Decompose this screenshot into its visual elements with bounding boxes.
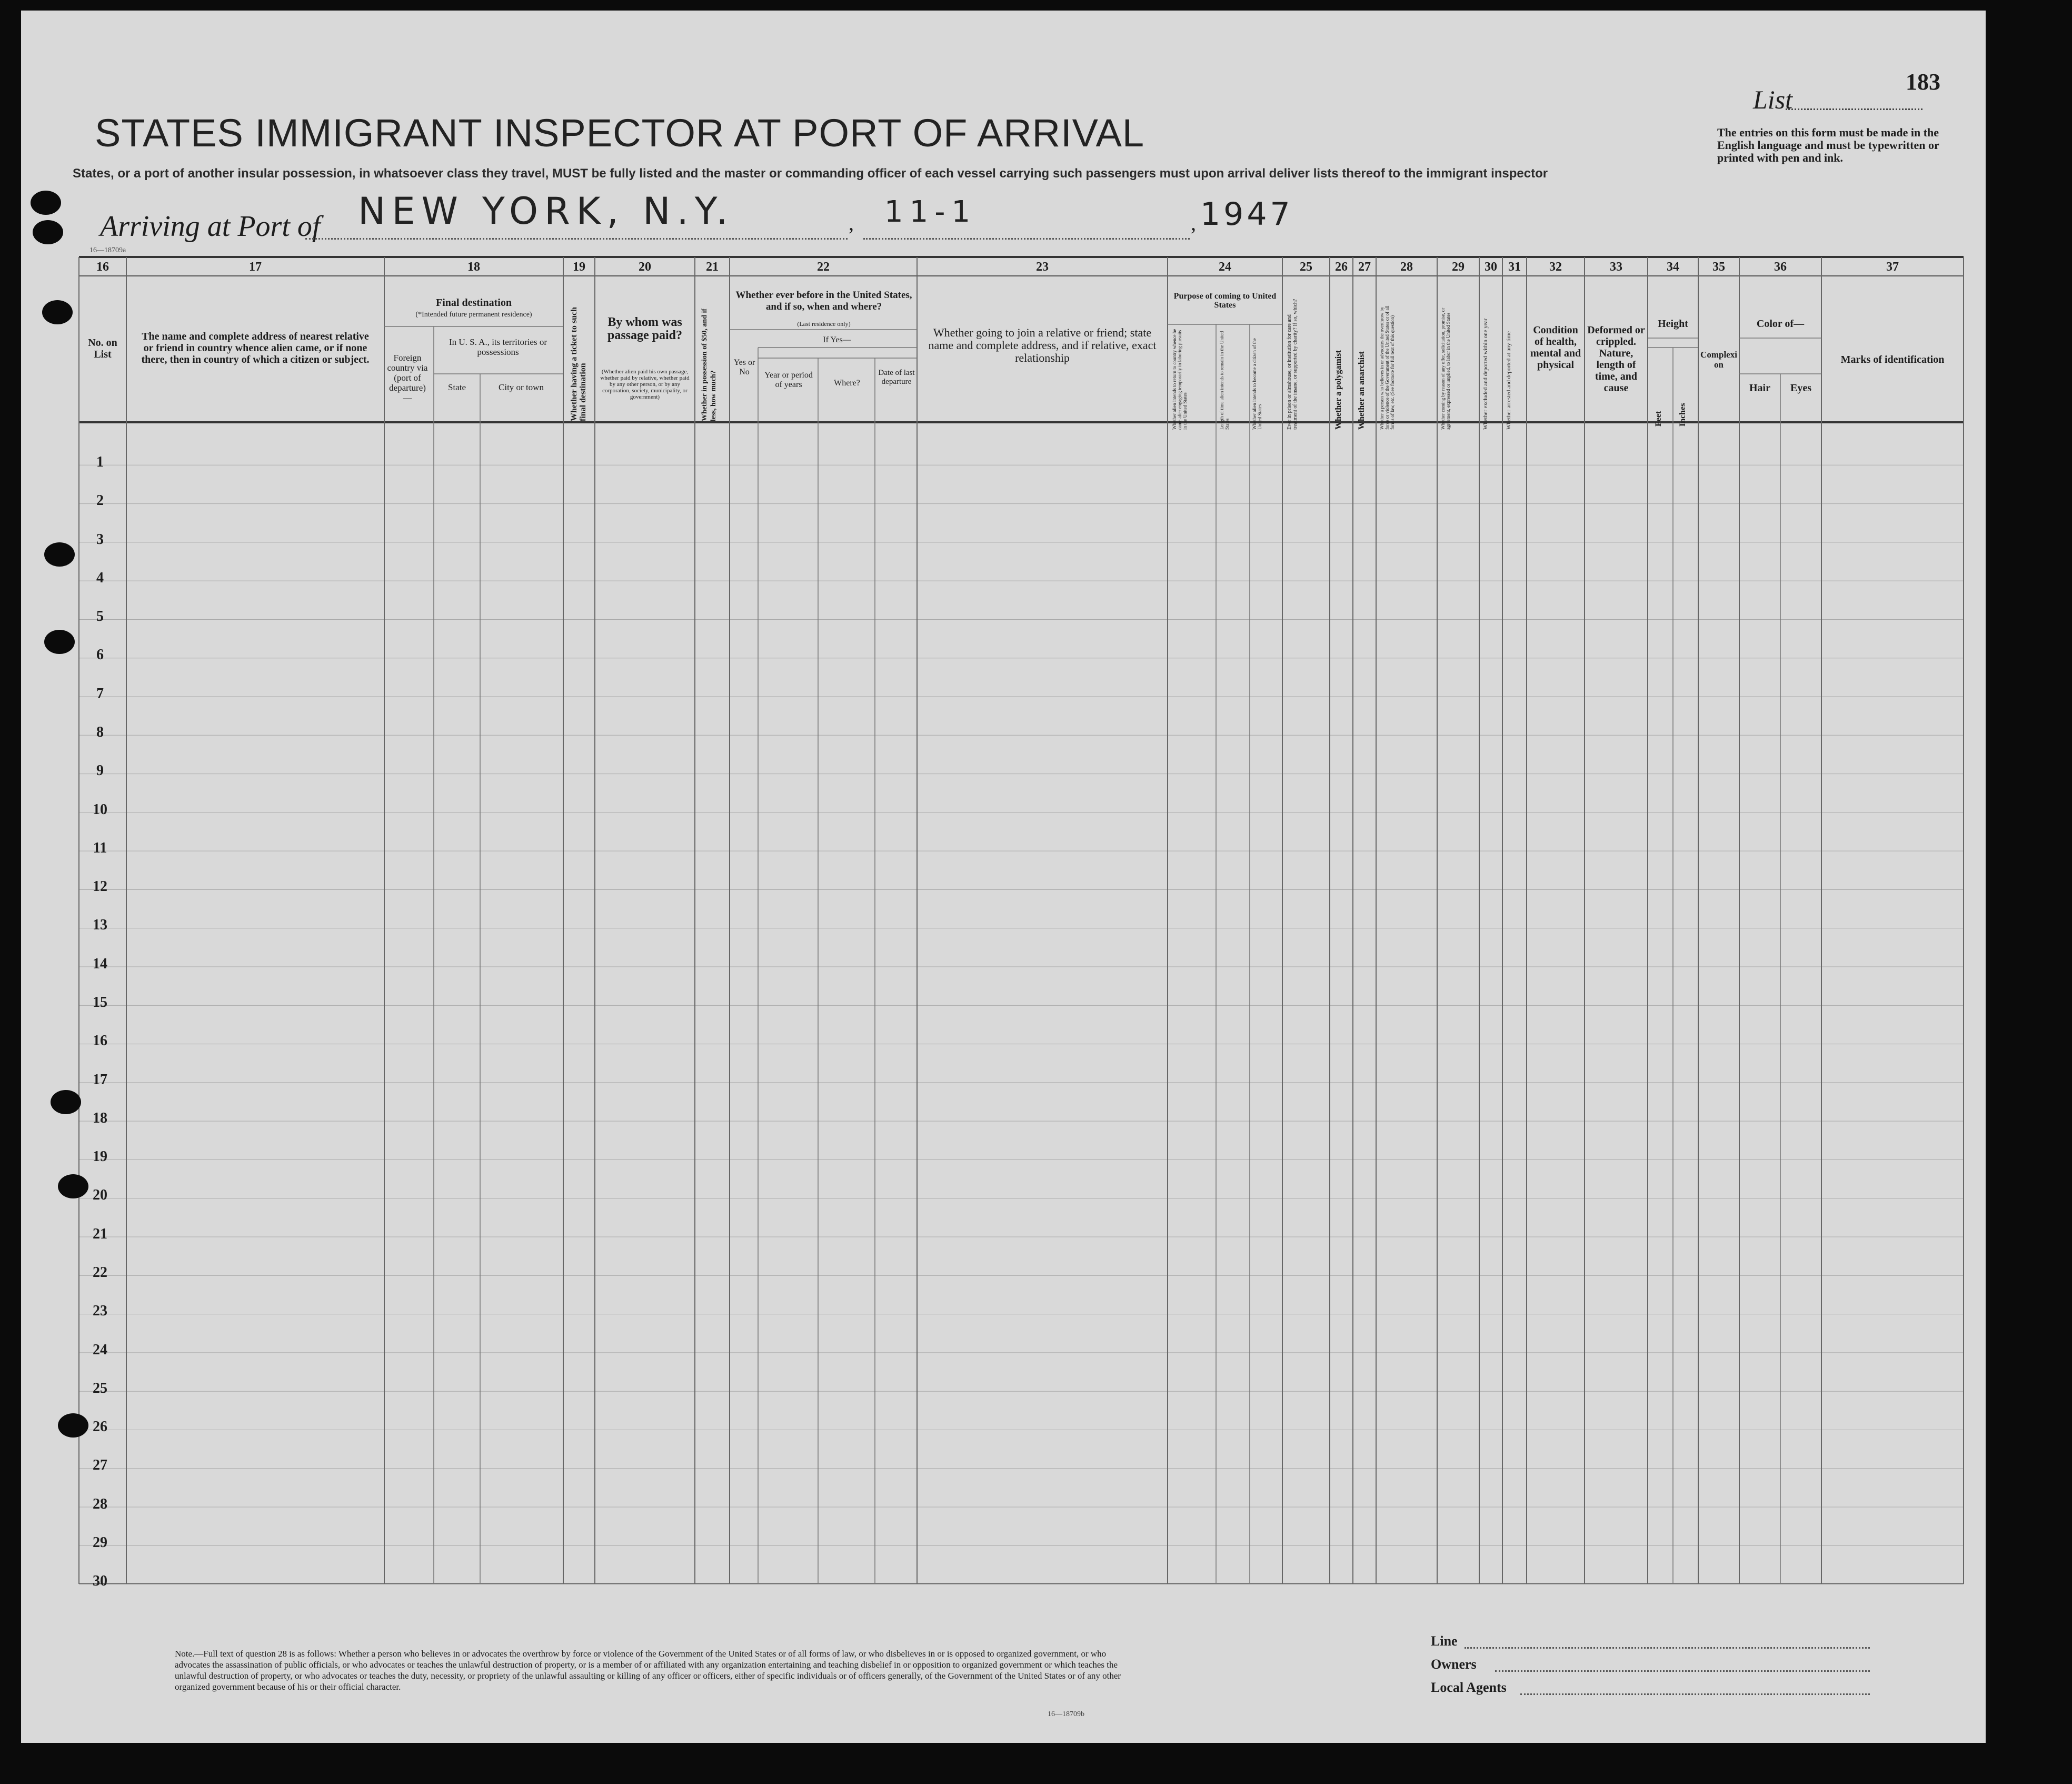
row-number: 6 bbox=[96, 647, 104, 663]
row-number: 28 bbox=[93, 1495, 107, 1512]
row-number: 15 bbox=[93, 994, 107, 1011]
hdr-eyes: Eyes bbox=[1790, 382, 1811, 394]
list-label: List bbox=[1753, 85, 1793, 114]
row-number: 27 bbox=[93, 1457, 107, 1474]
col-37: 37 bbox=[1886, 260, 1899, 274]
hdr-foreign-country: Foreign country via (port of departure)— bbox=[387, 353, 428, 403]
row-number: 25 bbox=[93, 1380, 107, 1396]
hdr-height: Height bbox=[1658, 318, 1688, 330]
row-number: 5 bbox=[96, 608, 104, 625]
hdr-feet: Feet bbox=[1654, 411, 1663, 427]
row-number: 19 bbox=[93, 1148, 107, 1165]
hdr-nearest-relative: The name and complete address of nearest relative or friend in country whence alien came, or if none there, then in country of which a citizen or subject. bbox=[141, 331, 370, 365]
hdr-in-usa: In U. S. A., its territories or possessions bbox=[449, 337, 547, 357]
col-34: 34 bbox=[1667, 260, 1679, 274]
hdr-hair: Hair bbox=[1749, 382, 1770, 394]
binder-hole-icon bbox=[58, 1413, 88, 1438]
hdr-final-destination: Final destination bbox=[436, 297, 512, 309]
row-number: 9 bbox=[96, 762, 104, 779]
hdr-complexion: Complexion bbox=[1700, 350, 1737, 370]
hdr-q29: Whether coming by reason of any offer, solicitation, promise, or agreement, expressed or implied, to labor in the United States bbox=[1440, 308, 1451, 430]
list-number: 183 bbox=[1906, 69, 1940, 95]
binder-hole-icon bbox=[44, 542, 75, 567]
hdr-city-or-town: City or town bbox=[499, 382, 544, 392]
row-number: 16 bbox=[93, 1033, 107, 1049]
col-33: 33 bbox=[1610, 260, 1622, 274]
form-code-bottom: 16—18709b bbox=[1048, 1710, 1084, 1718]
hdr-ticket: Whether having a ticket to such final destination bbox=[570, 306, 587, 421]
col-35: 35 bbox=[1712, 260, 1725, 274]
hdr-q30: Whether excluded and deported within one year bbox=[1482, 318, 1489, 430]
row-number: 26 bbox=[93, 1419, 107, 1435]
row-number: 8 bbox=[96, 724, 104, 740]
col-19: 19 bbox=[573, 260, 585, 274]
hdr-purpose-a: Whether alien intends to return to country whence he came after engaging temporarily in laboring pursuits in the United States bbox=[1172, 329, 1188, 430]
row-number: 10 bbox=[93, 801, 107, 818]
row-number: 14 bbox=[93, 955, 107, 972]
hdr-color-of: Color of— bbox=[1756, 318, 1805, 330]
binder-hole-icon bbox=[51, 1090, 81, 1114]
date-value: 11-1 bbox=[884, 195, 977, 229]
binder-hole-icon bbox=[42, 300, 73, 324]
row-number: 4 bbox=[96, 569, 104, 586]
footnote-q28: Note.—Full text of question 28 is as follows: Whether a person who believes in or advocates the overthrow by force or violence of the Government of the United States or of all forms of law, or who disbelieves in or is opposed to organized government, or who advocates the assassination of public officials, or who advocates or teaches the unlawful destruction of property, or is a member of or affiliated with any organization entertaining and teaching disbelief in or opposition to organized government or which teaches the unlawful destruction of property, or who advocates or teaches the duty, necessity, or propriety of the unlawful assaulting or killing of any officer or officers, either of specific individuals or of officers generally, of the Government of the United States or of any other organized government because of his or their official character. bbox=[175, 1649, 1121, 1692]
row-number: 13 bbox=[93, 917, 107, 934]
row-number: 21 bbox=[93, 1225, 107, 1242]
hdr-where: Where? bbox=[834, 379, 860, 388]
row-number: 17 bbox=[93, 1071, 107, 1088]
row-number: 29 bbox=[93, 1534, 107, 1551]
binder-hole-icon bbox=[33, 220, 63, 244]
hdr-final-destination-note: (*Intended future permanent residence) bbox=[415, 311, 532, 319]
col-21: 21 bbox=[706, 260, 719, 274]
hdr-if-yes: If Yes— bbox=[823, 335, 851, 344]
hdr-yes-or-no: Yes or No bbox=[733, 358, 755, 376]
hdr-polygamist: Whether a polygamist bbox=[1334, 350, 1343, 430]
page-subtitle: States, or a port of another insular possession, in whatsoever class they travel, MUST be fully listed and the master or commanding officer of each vessel carrying such passengers must upon arrival deliver lists thereof to the immigrant inspector bbox=[73, 166, 1548, 181]
hdr-join-relative: Whether going to join a relative or friend; state name and complete address, and if relative, exact relationship bbox=[928, 326, 1157, 364]
hdr-anarchist: Whether an anarchist bbox=[1357, 351, 1366, 430]
owners-field bbox=[1495, 1670, 1870, 1672]
row-number: 18 bbox=[93, 1109, 107, 1126]
col-29: 29 bbox=[1452, 260, 1465, 274]
page-title: STATES IMMIGRANT INSPECTOR AT PORT OF ARRIVAL bbox=[95, 111, 1145, 155]
form-code-top: 16—18709a bbox=[89, 246, 126, 254]
col-23: 23 bbox=[1036, 260, 1049, 274]
row-number: 12 bbox=[93, 878, 107, 895]
col-31: 31 bbox=[1508, 260, 1521, 274]
hdr-purpose: Purpose of coming to United States bbox=[1173, 292, 1277, 310]
row-number: 11 bbox=[93, 839, 107, 856]
col-24: 24 bbox=[1219, 260, 1231, 274]
col-36: 36 bbox=[1774, 260, 1787, 274]
col-17: 17 bbox=[249, 260, 262, 274]
col-28: 28 bbox=[1400, 260, 1413, 274]
hdr-marks: Marks of identification bbox=[1840, 354, 1945, 365]
hdr-ever-before: Whether ever before in the United States, and if so, when and where? bbox=[735, 290, 912, 312]
row-number: 3 bbox=[96, 531, 104, 548]
hdr-q28: Whether a person who believes in or advocates the overthrow by force or violence of the Government of the United States or of all forms of law, etc. (See footnote for full text of this question) bbox=[1379, 305, 1395, 430]
col-27: 27 bbox=[1358, 260, 1371, 274]
col-30: 30 bbox=[1485, 260, 1497, 274]
row-number: 20 bbox=[93, 1187, 107, 1204]
row-number: 30 bbox=[93, 1573, 107, 1590]
binder-hole-icon bbox=[44, 630, 75, 654]
col-25: 25 bbox=[1300, 260, 1312, 274]
hdr-q31: Whether arrested and deported at any time bbox=[1506, 331, 1512, 430]
row-number: 1 bbox=[96, 454, 104, 470]
line-field bbox=[1465, 1647, 1870, 1649]
col-20: 20 bbox=[639, 260, 651, 274]
local-agents-field bbox=[1520, 1693, 1870, 1695]
hdr-inches: Inches bbox=[1678, 403, 1687, 427]
arriving-label: Arriving at Port of bbox=[100, 210, 321, 243]
hdr-deformed: Deformed or crippled. Nature, length of time, and cause bbox=[1587, 324, 1645, 394]
row-number: 22 bbox=[93, 1264, 107, 1281]
col-22: 22 bbox=[817, 260, 830, 274]
entries-note: The entries on this form must be made in the English language and must be typewritten or printed with pen and ink. bbox=[1717, 126, 1939, 164]
form-page: 183 List The entries on this form must be made in the English language and must be typewritten or printed with pen and ink. STATES IMMIGRANT INSPECTOR AT PORT OF ARRIVAL States, or a port of another insular possession, in whatsoever class they travel, MUST be fully listed and the master or commanding officer of each vessel carrying such passengers must upon arrival deliver lists thereof to the immigrant inspector Arriving at Port of NEW YORK, N.Y. , 11-1 , 1947 16—18709a 16 17 18 19 20 21 22 23 24 25 26 27 28 29 30 31 32 33 34 35 36 37 No. on List The name and complete address of nearest relative or friend in country whence alien came, or if none there, then in country of which a citizen or subject. Final destination (*Intended future permanent residence) Foreign country via (port of departure)— In U. S. A., its territories or possessions State City or town Whether having a ticket to such final destination By whom was passage paid? (Whether alien paid his own passage, whether paid by relative, whether paid by any other person, or by any corporation, society, municipality, or government) Whether in possession of $50, and if less, how much? Whether ever before in the United States, and if so, when and where? (Last residence only) Yes or No If Yes— Year or period of years Where? Date of last departure Whether going to join a relative or friend; state name and complete address, and if relative, exact relationship Purpose of coming to United States Whether alien intends to return to country whence he came after engaging temporarily in laboring pursuits in the United States Length of time alien intends to remain in the United States Whether alien intends to become a citizen of the United States Ever in prison or almshouse, or institution for care and treatment of the insane, or supported by charity? If so, which? Whether a polygamist Whether an anarchist Whether a person who believes in or advocates the overthrow by force or violence of the Government of the United States or of all forms of law, etc. (See footnote for full text of this question) Whether coming by reason of any offer, solicitation, promise, or agreement, expressed or implied, to labor in the United States Whether excluded and deported within one year Whether arrested and deported at any time Condition of health, mental and physical Deformed or crippled. Nature, length of time, and cause Height Feet Inches Complexion Color of— Hair Eyes Marks of identification 1 2 3 4 5 6 7 8 9 10 11 12 13 14 15 16 17 18 19 20 21 22 23 24 25 26 27 28 29 30 Note.—Full text of question 28 is as follows: Whether a person who believes in or advocates the overthrow by force or violence of the Government of the United States or of all forms of law, or who disbelieves in or is opposed to organized government, or who advocates the assassination of public officials, or who advocates or teaches the unlawful destruction of property, or is a member of or affiliated with any organization entertaining and teaching disbelief in or opposition to organized government or which teaches the unlawful destruction of property, or who advocates or teaches the duty, necessity, or propriety of the unlawful assaulting or killing of any officer or officers, either of specific individuals or of officers generally, of the Government of the United States or of any other organized government because of his or their official character. 16—18709b Line Owners Local Agents bbox=[21, 11, 1986, 1743]
hdr-year-period: Year or period of years bbox=[764, 371, 813, 389]
col-26: 26 bbox=[1335, 260, 1348, 274]
hdr-by-whom: By whom was passage paid? bbox=[607, 315, 683, 342]
hdr-by-whom-note: (Whether alien paid his own passage, whether paid by relative, whether paid by any other person, or by any corporation, society, municipality, or government) bbox=[600, 369, 690, 400]
col-18: 18 bbox=[467, 260, 480, 274]
line-label: Line bbox=[1431, 1633, 1458, 1649]
hdr-purpose-c: Whether alien intends to become a citizen of the United States bbox=[1252, 338, 1262, 430]
hdr-date-last-departure: Date of last departure bbox=[878, 369, 915, 386]
hdr-last-residence: (Last residence only) bbox=[797, 320, 851, 328]
hdr-purpose-b: Length of time alien intends to remain in the United States bbox=[1219, 331, 1230, 430]
row-number: 7 bbox=[96, 685, 104, 702]
hdr-condition: Condition of health, mental and physical bbox=[1530, 324, 1581, 371]
year-value: 1947 bbox=[1200, 196, 1293, 233]
owners-label: Owners bbox=[1431, 1657, 1477, 1672]
row-number: 2 bbox=[96, 492, 104, 509]
hdr-state: State bbox=[448, 382, 466, 392]
port-value: NEW YORK, N.Y. bbox=[358, 190, 734, 233]
binder-hole-icon bbox=[58, 1174, 88, 1198]
binder-hole-icon bbox=[31, 191, 61, 215]
row-number: 23 bbox=[93, 1303, 107, 1320]
hdr-possession-50: Whether in possession of $50, and if less, how much? bbox=[701, 308, 718, 421]
local-agents-label: Local Agents bbox=[1431, 1680, 1507, 1695]
hdr-prison: Ever in prison or almshouse, or institution for care and treatment of the insane, or supported by charity? If so, which? bbox=[1287, 299, 1298, 430]
row-number: 24 bbox=[93, 1341, 107, 1358]
hdr-no-on-list: No. on List bbox=[88, 337, 117, 360]
col-32: 32 bbox=[1549, 260, 1562, 274]
col-16: 16 bbox=[96, 260, 109, 274]
